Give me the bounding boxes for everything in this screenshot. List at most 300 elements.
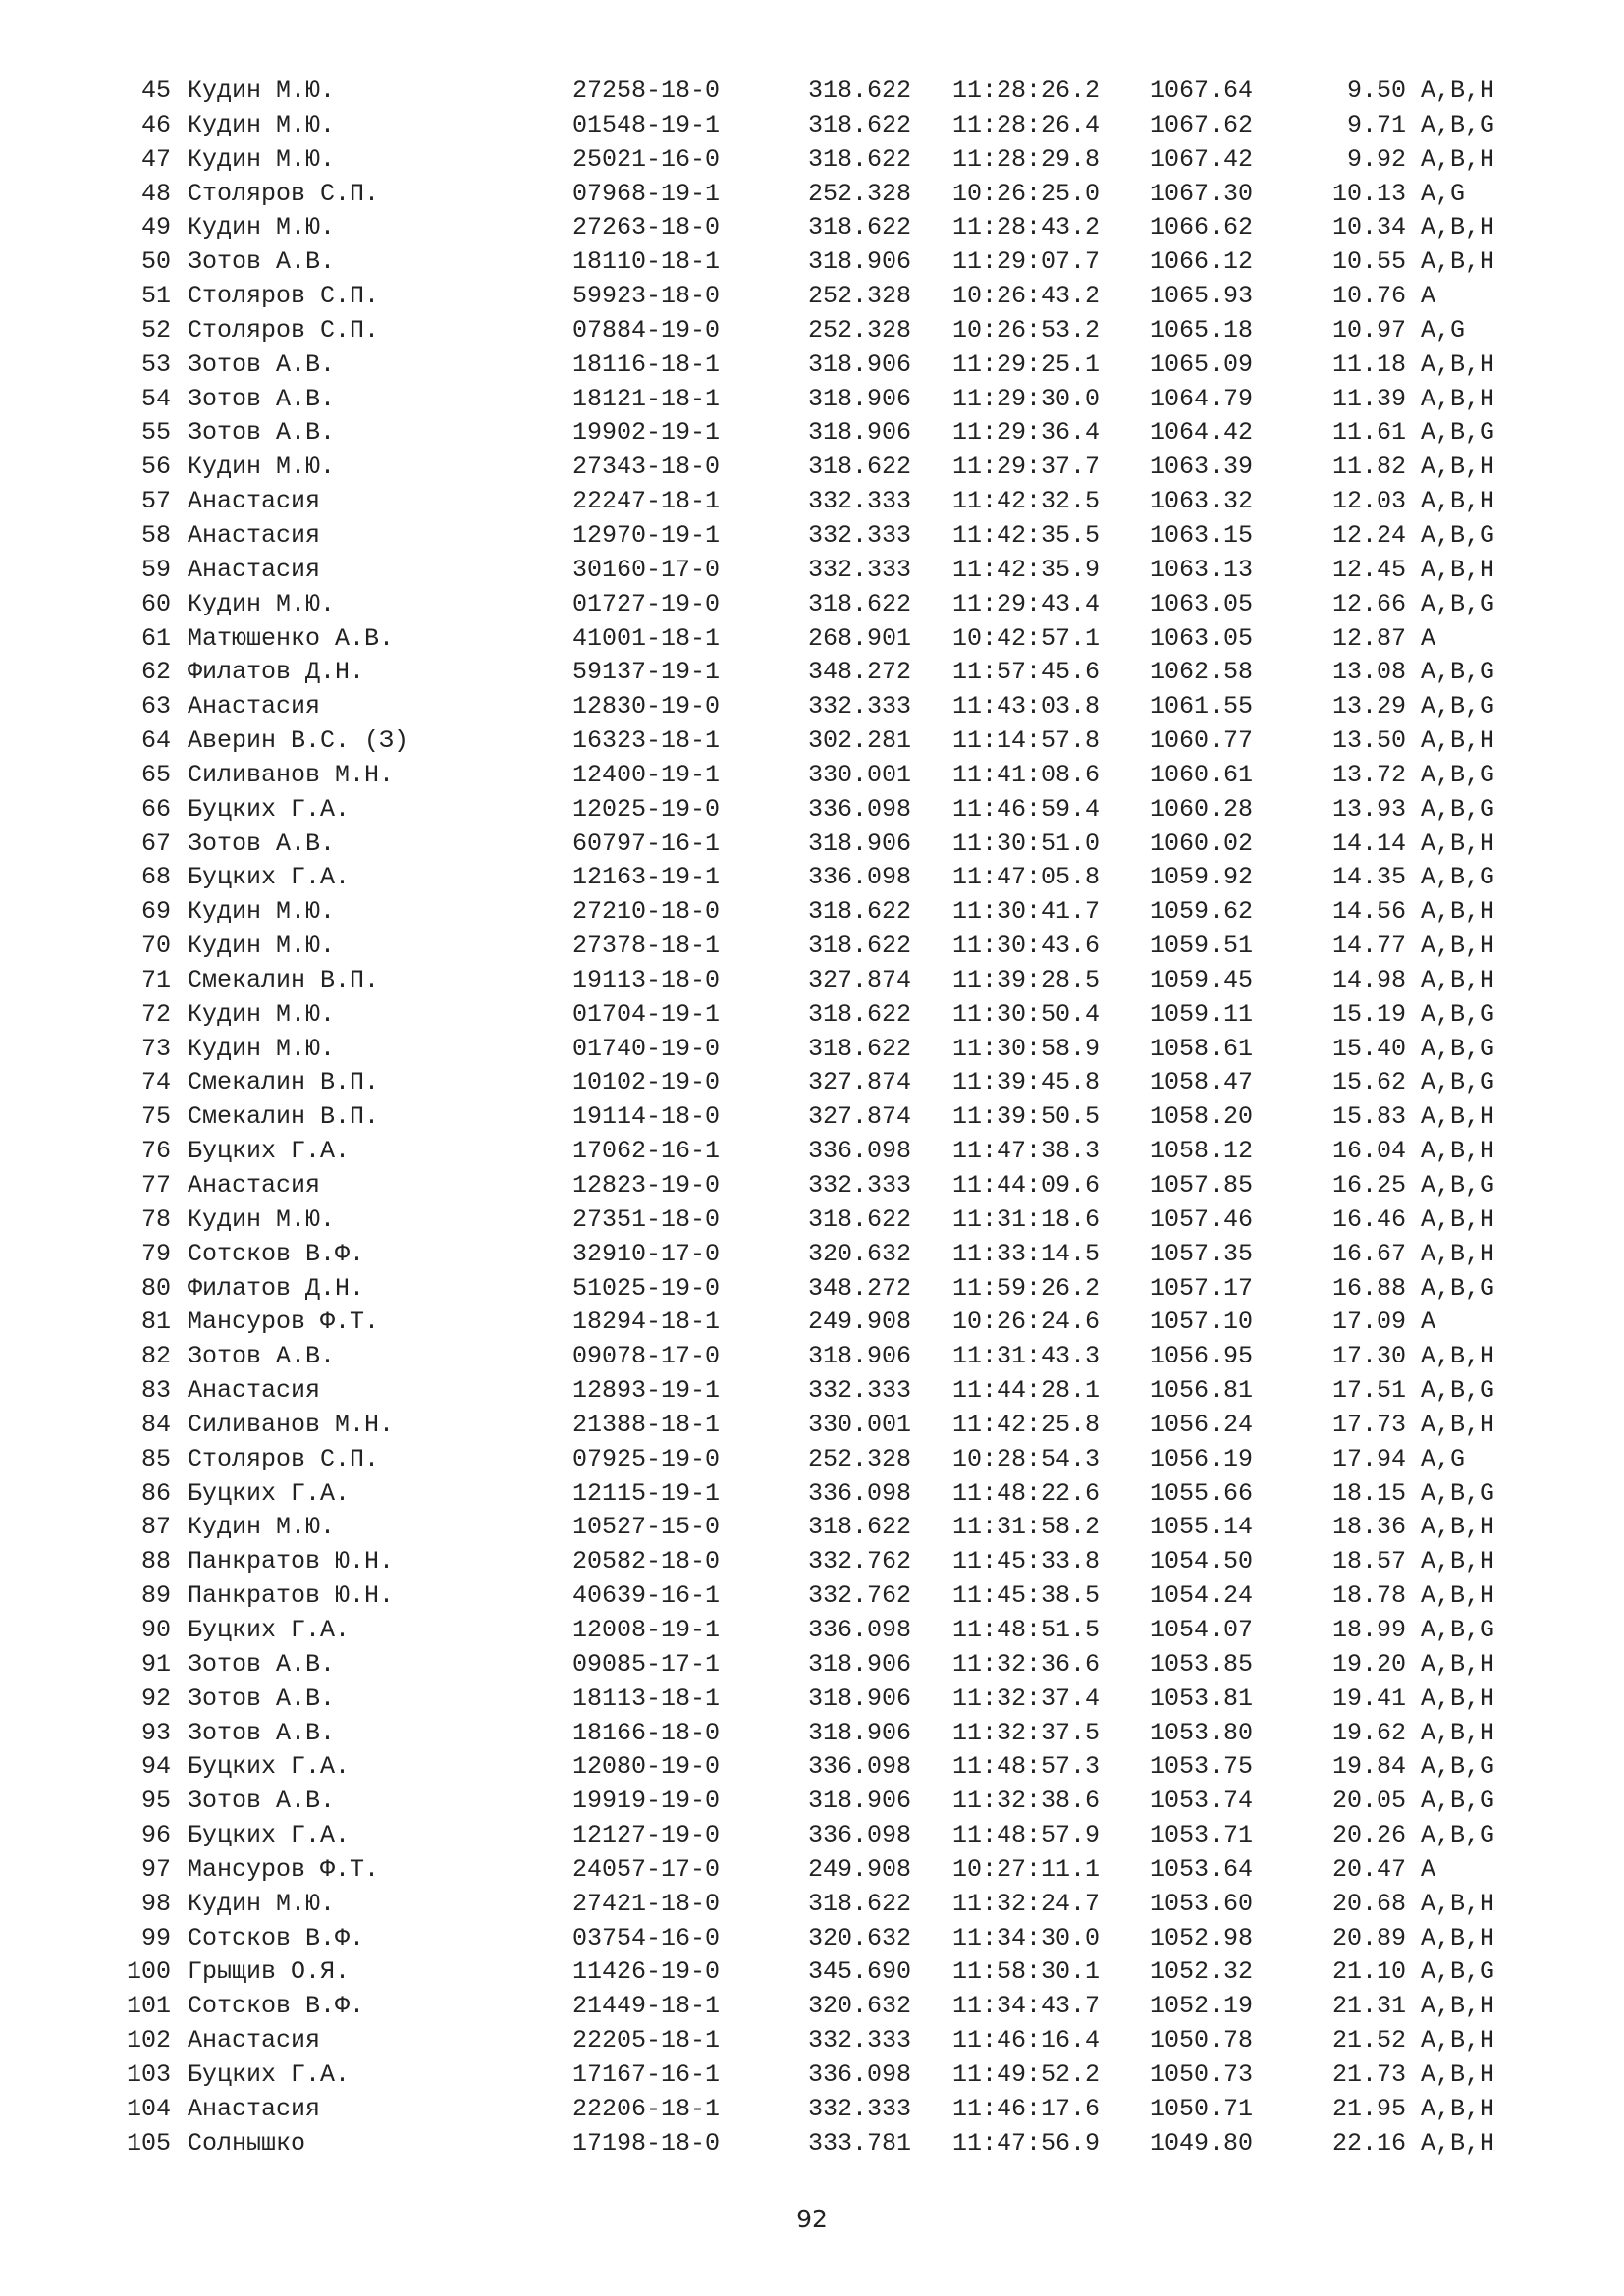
owner-name: Солнышко [188, 2128, 306, 2158]
owner-name: Кудин М.Ю. [188, 1204, 336, 1234]
table-row [0, 588, 1624, 622]
speed: 1060.61 [1150, 760, 1254, 789]
categories: A,B,G [1421, 1273, 1495, 1303]
points: 10.97 [1331, 315, 1406, 345]
ring-number: 11426-19-0 [572, 1957, 721, 1987]
categories: A,B,G [1421, 589, 1495, 618]
speed: 1065.09 [1150, 349, 1254, 379]
owner-name: Буцких Г.А. [188, 1478, 351, 1508]
arrival-time: 11:42:35.5 [952, 520, 1101, 550]
points: 17.73 [1331, 1410, 1406, 1439]
points: 18.78 [1331, 1581, 1406, 1611]
table-row [0, 1238, 1624, 1272]
table-row [0, 1135, 1624, 1169]
speed: 1055.66 [1150, 1478, 1254, 1508]
ring-number: 19919-19-0 [572, 1787, 721, 1816]
ring-number: 12400-19-1 [572, 760, 721, 789]
distance: 318.622 [808, 77, 912, 105]
arrival-time: 11:42:35.9 [952, 555, 1101, 584]
row-number: 66 [140, 794, 171, 824]
ring-number: 12008-19-1 [572, 1615, 721, 1644]
points: 10.76 [1331, 282, 1406, 311]
arrival-time: 11:41:08.6 [952, 760, 1101, 789]
owner-name: Кудин М.Ю. [188, 1889, 336, 1918]
ring-number: 17198-18-0 [572, 2128, 721, 2158]
points: 14.98 [1331, 965, 1406, 994]
categories: A,B,H [1421, 77, 1495, 105]
arrival-time: 11:34:30.0 [952, 1923, 1101, 1952]
arrival-time: 10:26:24.6 [952, 1308, 1101, 1337]
arrival-time: 11:47:56.9 [952, 2128, 1101, 2158]
owner-name: Буцких Г.А. [188, 1752, 351, 1782]
ring-number: 09078-17-0 [572, 1342, 721, 1371]
speed: 1066.62 [1150, 213, 1254, 242]
categories: A,B,H [1421, 1581, 1495, 1611]
arrival-time: 11:46:59.4 [952, 794, 1101, 824]
categories: A,B,H [1421, 2128, 1495, 2158]
speed: 1064.42 [1150, 418, 1254, 448]
points: 12.87 [1331, 623, 1406, 653]
row-number: 81 [140, 1308, 171, 1337]
distance: 252.328 [808, 282, 912, 311]
owner-name: Буцких Г.А. [188, 1137, 351, 1166]
points: 11.39 [1331, 384, 1406, 413]
owner-name: Буцких Г.А. [188, 794, 351, 824]
table-row [0, 2024, 1624, 2058]
owner-name: Зотов А.В. [188, 828, 336, 858]
categories: A,B,H [1421, 453, 1495, 482]
categories: A,B,G [1421, 1752, 1495, 1782]
speed: 1059.62 [1150, 897, 1254, 927]
distance: 336.098 [808, 1478, 912, 1508]
points: 14.35 [1331, 863, 1406, 892]
arrival-time: 11:49:52.2 [952, 2059, 1101, 2089]
speed: 1056.95 [1150, 1342, 1254, 1371]
speed: 1058.61 [1150, 1034, 1254, 1063]
arrival-time: 11:48:57.3 [952, 1752, 1101, 1782]
distance: 318.622 [808, 897, 912, 927]
ring-number: 22205-18-1 [572, 2026, 721, 2056]
table-row [0, 1203, 1624, 1238]
row-number: 56 [140, 453, 171, 482]
ring-number: 09085-17-1 [572, 1649, 721, 1679]
distance: 336.098 [808, 1752, 912, 1782]
arrival-time: 11:30:41.7 [952, 897, 1101, 927]
distance: 320.632 [808, 1992, 912, 2021]
speed: 1059.11 [1150, 999, 1254, 1029]
ring-number: 01727-19-0 [572, 589, 721, 618]
distance: 320.632 [808, 1239, 912, 1268]
row-number: 89 [140, 1581, 171, 1611]
arrival-time: 11:31:43.3 [952, 1342, 1101, 1371]
points: 21.73 [1331, 2059, 1406, 2089]
speed: 1053.81 [1150, 1683, 1254, 1713]
row-number: 59 [140, 555, 171, 584]
table-row [0, 622, 1624, 657]
points: 18.57 [1331, 1547, 1406, 1576]
table-row [0, 519, 1624, 554]
ring-number: 16323-18-1 [572, 726, 721, 756]
distance: 336.098 [808, 1137, 912, 1166]
owner-name: Зотов А.В. [188, 247, 336, 277]
distance: 327.874 [808, 1068, 912, 1097]
categories: A,B,G [1421, 1957, 1495, 1987]
ring-number: 22206-18-1 [572, 2094, 721, 2123]
speed: 1057.35 [1150, 1239, 1254, 1268]
owner-name: Зотов А.В. [188, 418, 336, 448]
ring-number: 12830-19-0 [572, 692, 721, 721]
points: 22.16 [1331, 2128, 1406, 2158]
points: 19.84 [1331, 1752, 1406, 1782]
points: 16.04 [1331, 1137, 1406, 1166]
categories: A,B,H [1421, 1410, 1495, 1439]
table-row [0, 2093, 1624, 2127]
ring-number: 20582-18-0 [572, 1547, 721, 1576]
distance: 318.622 [808, 453, 912, 482]
distance: 318.622 [808, 1513, 912, 1542]
table-row [0, 1785, 1624, 1819]
categories: A,B,H [1421, 2059, 1495, 2089]
points: 21.95 [1331, 2094, 1406, 2123]
categories: A,B,G [1421, 1171, 1495, 1200]
arrival-time: 11:32:37.4 [952, 1683, 1101, 1713]
table-row [0, 1033, 1624, 1067]
categories: A,B,H [1421, 1239, 1495, 1268]
ring-number: 24057-17-0 [572, 1854, 721, 1884]
owner-name: Панкратов Ю.Н. [188, 1581, 395, 1611]
arrival-time: 11:29:30.0 [952, 384, 1101, 413]
arrival-time: 11:43:03.8 [952, 692, 1101, 721]
ring-number: 19113-18-0 [572, 965, 721, 994]
ring-number: 01740-19-0 [572, 1034, 721, 1063]
table-row [0, 1272, 1624, 1307]
arrival-time: 10:26:43.2 [952, 282, 1101, 311]
owner-name: Анастасия [188, 487, 321, 516]
categories: A,B,H [1421, 247, 1495, 277]
categories: A,B,H [1421, 213, 1495, 242]
speed: 1049.80 [1150, 2128, 1254, 2158]
ring-number: 18110-18-1 [572, 247, 721, 277]
ring-number: 21449-18-1 [572, 1992, 721, 2021]
row-number: 76 [140, 1137, 171, 1166]
owner-name: Кудин М.Ю. [188, 144, 336, 174]
row-number: 99 [140, 1923, 171, 1952]
categories: A,B,H [1421, 897, 1495, 927]
distance: 318.622 [808, 110, 912, 139]
row-number: 101 [126, 1992, 171, 2021]
table-row [0, 1306, 1624, 1340]
ring-number: 18166-18-0 [572, 1718, 721, 1747]
arrival-time: 11:44:09.6 [952, 1171, 1101, 1200]
categories: A [1421, 623, 1436, 653]
owner-name: Буцких Г.А. [188, 1821, 351, 1850]
points: 12.03 [1331, 487, 1406, 516]
points: 20.05 [1331, 1787, 1406, 1816]
row-number: 84 [140, 1410, 171, 1439]
distance: 318.906 [808, 1787, 912, 1816]
row-number: 45 [140, 77, 171, 105]
distance: 332.333 [808, 1171, 912, 1200]
categories: A,B,H [1421, 965, 1495, 994]
arrival-time: 11:30:51.0 [952, 828, 1101, 858]
points: 15.19 [1331, 999, 1406, 1029]
table-row [0, 1579, 1624, 1614]
ring-number: 12127-19-0 [572, 1821, 721, 1850]
row-number: 67 [140, 828, 171, 858]
owner-name: Кудин М.Ю. [188, 1034, 336, 1063]
owner-name: Буцких Г.А. [188, 863, 351, 892]
table-row [0, 690, 1624, 724]
ring-number: 30160-17-0 [572, 555, 721, 584]
arrival-time: 11:42:32.5 [952, 487, 1101, 516]
row-number: 49 [140, 213, 171, 242]
speed: 1056.19 [1150, 1444, 1254, 1473]
speed: 1053.64 [1150, 1854, 1254, 1884]
speed: 1053.71 [1150, 1821, 1254, 1850]
speed: 1053.60 [1150, 1889, 1254, 1918]
row-number: 72 [140, 999, 171, 1029]
table-row [0, 1066, 1624, 1100]
table-row [0, 314, 1624, 348]
categories: A,G [1421, 1444, 1466, 1473]
table-row [0, 1717, 1624, 1751]
distance: 336.098 [808, 1615, 912, 1644]
arrival-time: 11:32:38.6 [952, 1787, 1101, 1816]
row-number: 79 [140, 1239, 171, 1268]
arrival-time: 11:30:43.6 [952, 932, 1101, 961]
owner-name: Анастасия [188, 692, 321, 721]
row-number: 52 [140, 315, 171, 345]
row-number: 60 [140, 589, 171, 618]
categories: A,B,H [1421, 1889, 1495, 1918]
row-number: 70 [140, 932, 171, 961]
row-number: 47 [140, 144, 171, 174]
row-number: 92 [140, 1683, 171, 1713]
distance: 327.874 [808, 965, 912, 994]
categories: A,B,H [1421, 2094, 1495, 2123]
speed: 1064.79 [1150, 384, 1254, 413]
speed: 1065.93 [1150, 282, 1254, 311]
categories: A,B,H [1421, 2026, 1495, 2056]
ring-number: 18113-18-1 [572, 1683, 721, 1713]
row-number: 46 [140, 110, 171, 139]
categories: A,B,H [1421, 384, 1495, 413]
arrival-time: 11:46:17.6 [952, 2094, 1101, 2123]
speed: 1066.12 [1150, 247, 1254, 277]
row-number: 50 [140, 247, 171, 277]
speed: 1050.78 [1150, 2026, 1254, 2056]
arrival-time: 10:26:53.2 [952, 315, 1101, 345]
row-number: 54 [140, 384, 171, 413]
owner-name: Матюшенко А.В. [188, 623, 395, 653]
table-row [0, 1682, 1624, 1717]
arrival-time: 11:29:36.4 [952, 418, 1101, 448]
distance: 348.272 [808, 1273, 912, 1303]
table-row [0, 211, 1624, 245]
row-number: 87 [140, 1513, 171, 1542]
owner-name: Буцких Г.А. [188, 2059, 351, 2089]
points: 9.71 [1346, 110, 1406, 139]
page-number: 92 [796, 2205, 828, 2233]
table-row [0, 75, 1624, 109]
arrival-time: 11:42:25.8 [952, 1410, 1101, 1439]
ring-number: 40639-16-1 [572, 1581, 721, 1611]
categories: A,B,G [1421, 760, 1495, 789]
table-row [0, 280, 1624, 314]
speed: 1060.77 [1150, 726, 1254, 756]
row-number: 69 [140, 897, 171, 927]
owner-name: Сотсков В.Ф. [188, 1239, 365, 1268]
owner-name: Панкратов Ю.Н. [188, 1547, 395, 1576]
distance: 332.333 [808, 1376, 912, 1406]
categories: A,B,H [1421, 1513, 1495, 1542]
ring-number: 27258-18-0 [572, 77, 721, 105]
table-row [0, 143, 1624, 178]
points: 12.24 [1331, 520, 1406, 550]
points: 11.82 [1331, 453, 1406, 482]
table-row [0, 1545, 1624, 1579]
speed: 1058.12 [1150, 1137, 1254, 1166]
arrival-time: 11:45:38.5 [952, 1581, 1101, 1611]
categories: A,B,H [1421, 1547, 1495, 1576]
distance: 318.622 [808, 1204, 912, 1234]
table-row [0, 1990, 1624, 2024]
speed: 1056.24 [1150, 1410, 1254, 1439]
row-number: 90 [140, 1615, 171, 1644]
table-row [0, 1169, 1624, 1203]
points: 15.83 [1331, 1102, 1406, 1132]
points: 14.77 [1331, 932, 1406, 961]
table-row [0, 793, 1624, 828]
table-row [0, 1888, 1624, 1922]
distance: 318.906 [808, 384, 912, 413]
speed: 1059.51 [1150, 932, 1254, 961]
speed: 1065.18 [1150, 315, 1254, 345]
table-row [0, 1409, 1624, 1443]
points: 20.47 [1331, 1854, 1406, 1884]
row-number: 71 [140, 965, 171, 994]
distance: 336.098 [808, 863, 912, 892]
points: 19.20 [1331, 1649, 1406, 1679]
arrival-time: 11:31:58.2 [952, 1513, 1101, 1542]
owner-name: Кудин М.Ю. [188, 1513, 336, 1542]
points: 20.89 [1331, 1923, 1406, 1952]
table-row [0, 1955, 1624, 1990]
owner-name: Столяров С.П. [188, 282, 380, 311]
owner-name: Кудин М.Ю. [188, 77, 336, 105]
owner-name: Зотов А.В. [188, 1718, 336, 1747]
arrival-time: 10:26:25.0 [952, 179, 1101, 208]
table-row [0, 1340, 1624, 1374]
categories: A,B,H [1421, 1923, 1495, 1952]
speed: 1053.74 [1150, 1787, 1254, 1816]
ring-number: 59137-19-1 [572, 658, 721, 687]
owner-name: Кудин М.Ю. [188, 110, 336, 139]
row-number: 48 [140, 179, 171, 208]
speed: 1063.05 [1150, 589, 1254, 618]
arrival-time: 11:34:43.7 [952, 1992, 1101, 2021]
points: 15.40 [1331, 1034, 1406, 1063]
row-number: 82 [140, 1342, 171, 1371]
row-number: 105 [126, 2128, 171, 2158]
table-row [0, 1853, 1624, 1888]
points: 17.09 [1331, 1308, 1406, 1337]
categories: A,B,H [1421, 349, 1495, 379]
speed: 1057.10 [1150, 1308, 1254, 1337]
row-number: 91 [140, 1649, 171, 1679]
ring-number: 12893-19-1 [572, 1376, 721, 1406]
arrival-time: 11:39:50.5 [952, 1102, 1101, 1132]
row-number: 62 [140, 658, 171, 687]
owner-name: Анастасия [188, 520, 321, 550]
speed: 1058.47 [1150, 1068, 1254, 1097]
speed: 1050.71 [1150, 2094, 1254, 2123]
arrival-time: 11:59:26.2 [952, 1273, 1101, 1303]
points: 16.67 [1331, 1239, 1406, 1268]
speed: 1054.07 [1150, 1615, 1254, 1644]
ring-number: 01548-19-1 [572, 110, 721, 139]
speed: 1054.24 [1150, 1581, 1254, 1611]
owner-name: Кудин М.Ю. [188, 932, 336, 961]
row-number: 98 [140, 1889, 171, 1918]
distance: 302.281 [808, 726, 912, 756]
arrival-time: 10:28:54.3 [952, 1444, 1101, 1473]
categories: A,B,H [1421, 1718, 1495, 1747]
table-row [0, 383, 1624, 417]
points: 10.55 [1331, 247, 1406, 277]
speed: 1060.02 [1150, 828, 1254, 858]
owner-name: Мансуров Ф.Т. [188, 1308, 380, 1337]
speed: 1056.81 [1150, 1376, 1254, 1406]
table-row [0, 2058, 1624, 2093]
categories: A,B,G [1421, 863, 1495, 892]
row-number: 53 [140, 349, 171, 379]
categories: A,B,H [1421, 555, 1495, 584]
distance: 252.328 [808, 315, 912, 345]
table-row [0, 759, 1624, 793]
speed: 1063.15 [1150, 520, 1254, 550]
distance: 345.690 [808, 1957, 912, 1987]
table-row [0, 1648, 1624, 1682]
ring-number: 27421-18-0 [572, 1889, 721, 1918]
row-number: 68 [140, 863, 171, 892]
row-number: 97 [140, 1854, 171, 1884]
ring-number: 25021-16-0 [572, 144, 721, 174]
points: 15.62 [1331, 1068, 1406, 1097]
owner-name: Кудин М.Ю. [188, 453, 336, 482]
table-row [0, 656, 1624, 690]
points: 9.50 [1346, 77, 1406, 105]
distance: 318.622 [808, 1889, 912, 1918]
categories: A,B,G [1421, 1821, 1495, 1850]
arrival-time: 11:29:37.7 [952, 453, 1101, 482]
ring-number: 10527-15-0 [572, 1513, 721, 1542]
owner-name: Зотов А.В. [188, 349, 336, 379]
speed: 1063.32 [1150, 487, 1254, 516]
row-number: 88 [140, 1547, 171, 1576]
speed: 1054.50 [1150, 1547, 1254, 1576]
row-number: 55 [140, 418, 171, 448]
arrival-time: 11:31:18.6 [952, 1204, 1101, 1234]
row-number: 102 [126, 2026, 171, 2056]
categories: A,B,G [1421, 1376, 1495, 1406]
points: 16.88 [1331, 1273, 1406, 1303]
ring-number: 27378-18-1 [572, 932, 721, 961]
arrival-time: 11:28:26.4 [952, 110, 1101, 139]
owner-name: Мансуров Ф.Т. [188, 1854, 380, 1884]
owner-name: Анастасия [188, 2094, 321, 2123]
categories: A,B,H [1421, 1204, 1495, 1234]
